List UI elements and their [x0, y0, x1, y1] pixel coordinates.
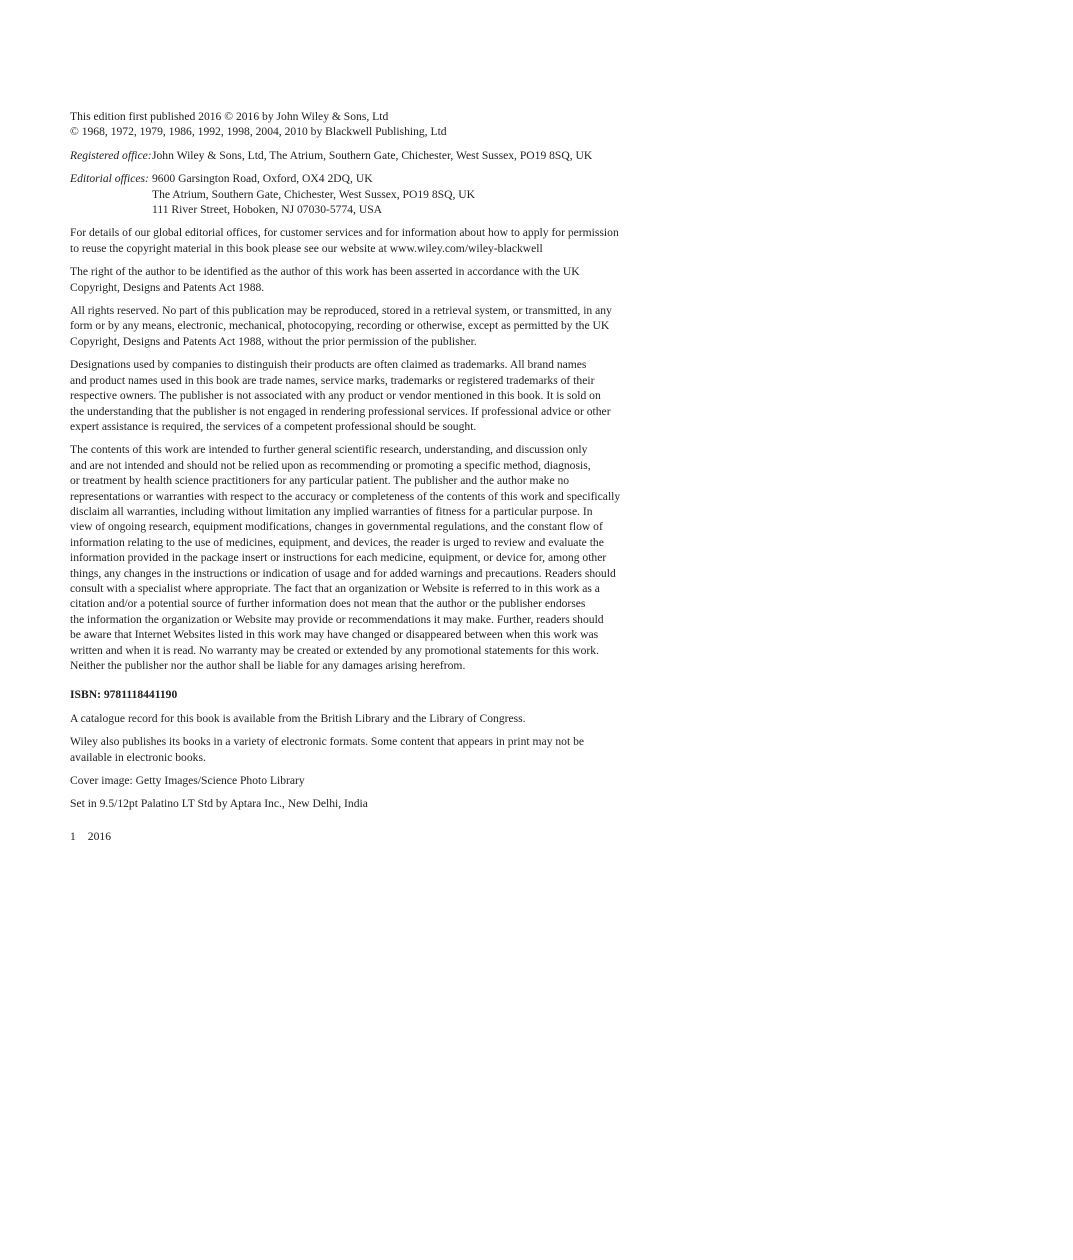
prior-editions-line: © 1968, 1972, 1979, 1986, 1992, 1998, 2004, 2010 by Blackwell Publishing, Ltd — [70, 125, 447, 139]
paragraph-line: The contents of this work are intended to further general scientific research, understanding, and discussion only — [70, 443, 588, 457]
printing-line — [70, 829, 1073, 844]
paragraph-line: disclaim all warranties, including without limitation any implied warranties of fitness for a particular purpose. In — [70, 504, 593, 518]
edition-notice — [70, 109, 680, 140]
editorial-office-address: 111 River Street, Hoboken, NJ 07030-5774, USA — [152, 203, 383, 217]
author-rights-paragraph — [70, 264, 680, 295]
trademarks-paragraph — [70, 357, 680, 434]
paragraph-line: Copyright, Designs and Patents Act 1988, without the prior permission of the publisher. — [70, 334, 477, 348]
registered-office — [70, 148, 1073, 163]
all-rights-paragraph — [70, 303, 680, 349]
paragraph-line: to reuse the copyright material in this book please see our website at www.wiley.com/wiley-blackwell — [70, 241, 543, 255]
paragraph-line: and product names used in this book are trade names, service marks, trademarks or registered trademarks of their — [70, 373, 595, 387]
paragraph-line: representations or warranties with respect to the accuracy or completeness of the contents of this work and specifically — [70, 489, 621, 503]
paragraph-line: view of ongoing research, equipment modifications, changes in governmental regulations, and the constant flow of — [70, 520, 603, 534]
isbn: ISBN: 9781118441190 — [70, 688, 178, 702]
registered-office-address: John Wiley & Sons, Ltd, The Atrium, Southern Gate, Chichester, West Sussex, PO19 8SQ, UK — [152, 148, 593, 162]
disclaimer-paragraph — [70, 442, 680, 673]
paragraph-line: respective owners. The publisher is not associated with any product or vendor mentioned in this book. It is sold on — [70, 389, 601, 403]
paragraph-line: citation and/or a potential source of further information does not mean that the author or the publisher endorses — [70, 597, 586, 611]
editorial-offices — [70, 171, 1073, 217]
printing-number: 1 — [70, 829, 76, 843]
paragraph-line: and are not intended and should not be relied upon as recommending or promoting a specific method, diagnosis, — [70, 458, 591, 472]
electronic-formats-paragraph — [70, 734, 680, 765]
paragraph-line: information provided in the package insert or instructions for each medicine, equipment, or device for, among other — [70, 551, 607, 565]
paragraph-line: For details of our global editorial offices, for customer services and for information about how to apply for permission — [70, 226, 619, 240]
registered-office-label: Registered office: — [70, 148, 152, 162]
paragraph-line: expert assistance is required, the services of a competent professional should be sought. — [70, 419, 477, 433]
paragraph-line: form or by any means, electronic, mechanical, photocopying, recording or otherwise, except as permitted by the UK — [70, 319, 610, 333]
paragraph-line: Copyright, Designs and Patents Act 1988. — [70, 280, 265, 294]
editorial-offices-label: Editorial offices: — [70, 172, 149, 186]
paragraph-line: Designations used by companies to distinguish their products are often claimed as trademarks. All brand names — [70, 358, 587, 372]
paragraph-line: Neither the publisher nor the author shall be liable for any damages arising herefrom. — [70, 659, 466, 672]
paragraph-line: the understanding that the publisher is not engaged in rendering professional services. If professional advice or other — [70, 404, 611, 418]
cover-image-credit: Cover image: Getty Images/Science Photo Library — [70, 774, 305, 788]
paragraph-line: consult with a specialist where appropriate. The fact that an organization or Website is referred to in this work as a — [70, 581, 600, 595]
paragraph-line: the information the organization or Website may provide or recommendations it may make. Further, readers should — [70, 612, 604, 626]
details-paragraph — [70, 225, 680, 256]
edition-line: This edition first published 2016 © 2016 by John Wiley & Sons, Ltd — [70, 110, 389, 123]
catalogue-record: A catalogue record for this book is available from the British Library and the Library of Congress. — [70, 711, 526, 725]
paragraph-line: written and when it is read. No warranty may be created or extended by any promotional statements for this work. — [70, 643, 599, 657]
printing-year: 2016 — [87, 829, 111, 843]
editorial-office-address: 9600 Garsington Road, Oxford, OX4 2DQ, UK — [152, 172, 373, 186]
paragraph-line: be aware that Internet Websites listed in this work may have changed or disappeared between when this work was — [70, 628, 599, 642]
paragraph-line: available in electronic books. — [70, 750, 206, 764]
paragraph-line: or treatment by health science practitioners for any particular patient. The publisher and the author make no — [70, 474, 570, 488]
paragraph-line: information relating to the use of medicines, equipment, and devices, the reader is urged to review and evaluate the — [70, 535, 604, 549]
paragraph-line: things, any changes in the instructions or indication of usage and for added warnings and precautions. Readers should — [70, 566, 616, 580]
editorial-office-address: The Atrium, Southern Gate, Chichester, West Sussex, PO19 8SQ, UK — [152, 187, 475, 201]
typesetting-note: Set in 9.5/12pt Palatino LT Std by Aptara Inc., New Delhi, India — [70, 797, 368, 811]
paragraph-line: Wiley also publishes its books in a variety of electronic formats. Some content that appears in print may not be — [70, 735, 585, 749]
paragraph-line: All rights reserved. No part of this publication may be reproduced, stored in a retrieval system, or transmitted, in any — [70, 304, 612, 318]
paragraph-line: The right of the author to be identified as the author of this work has been asserted in accordance with the UK — [70, 265, 580, 279]
